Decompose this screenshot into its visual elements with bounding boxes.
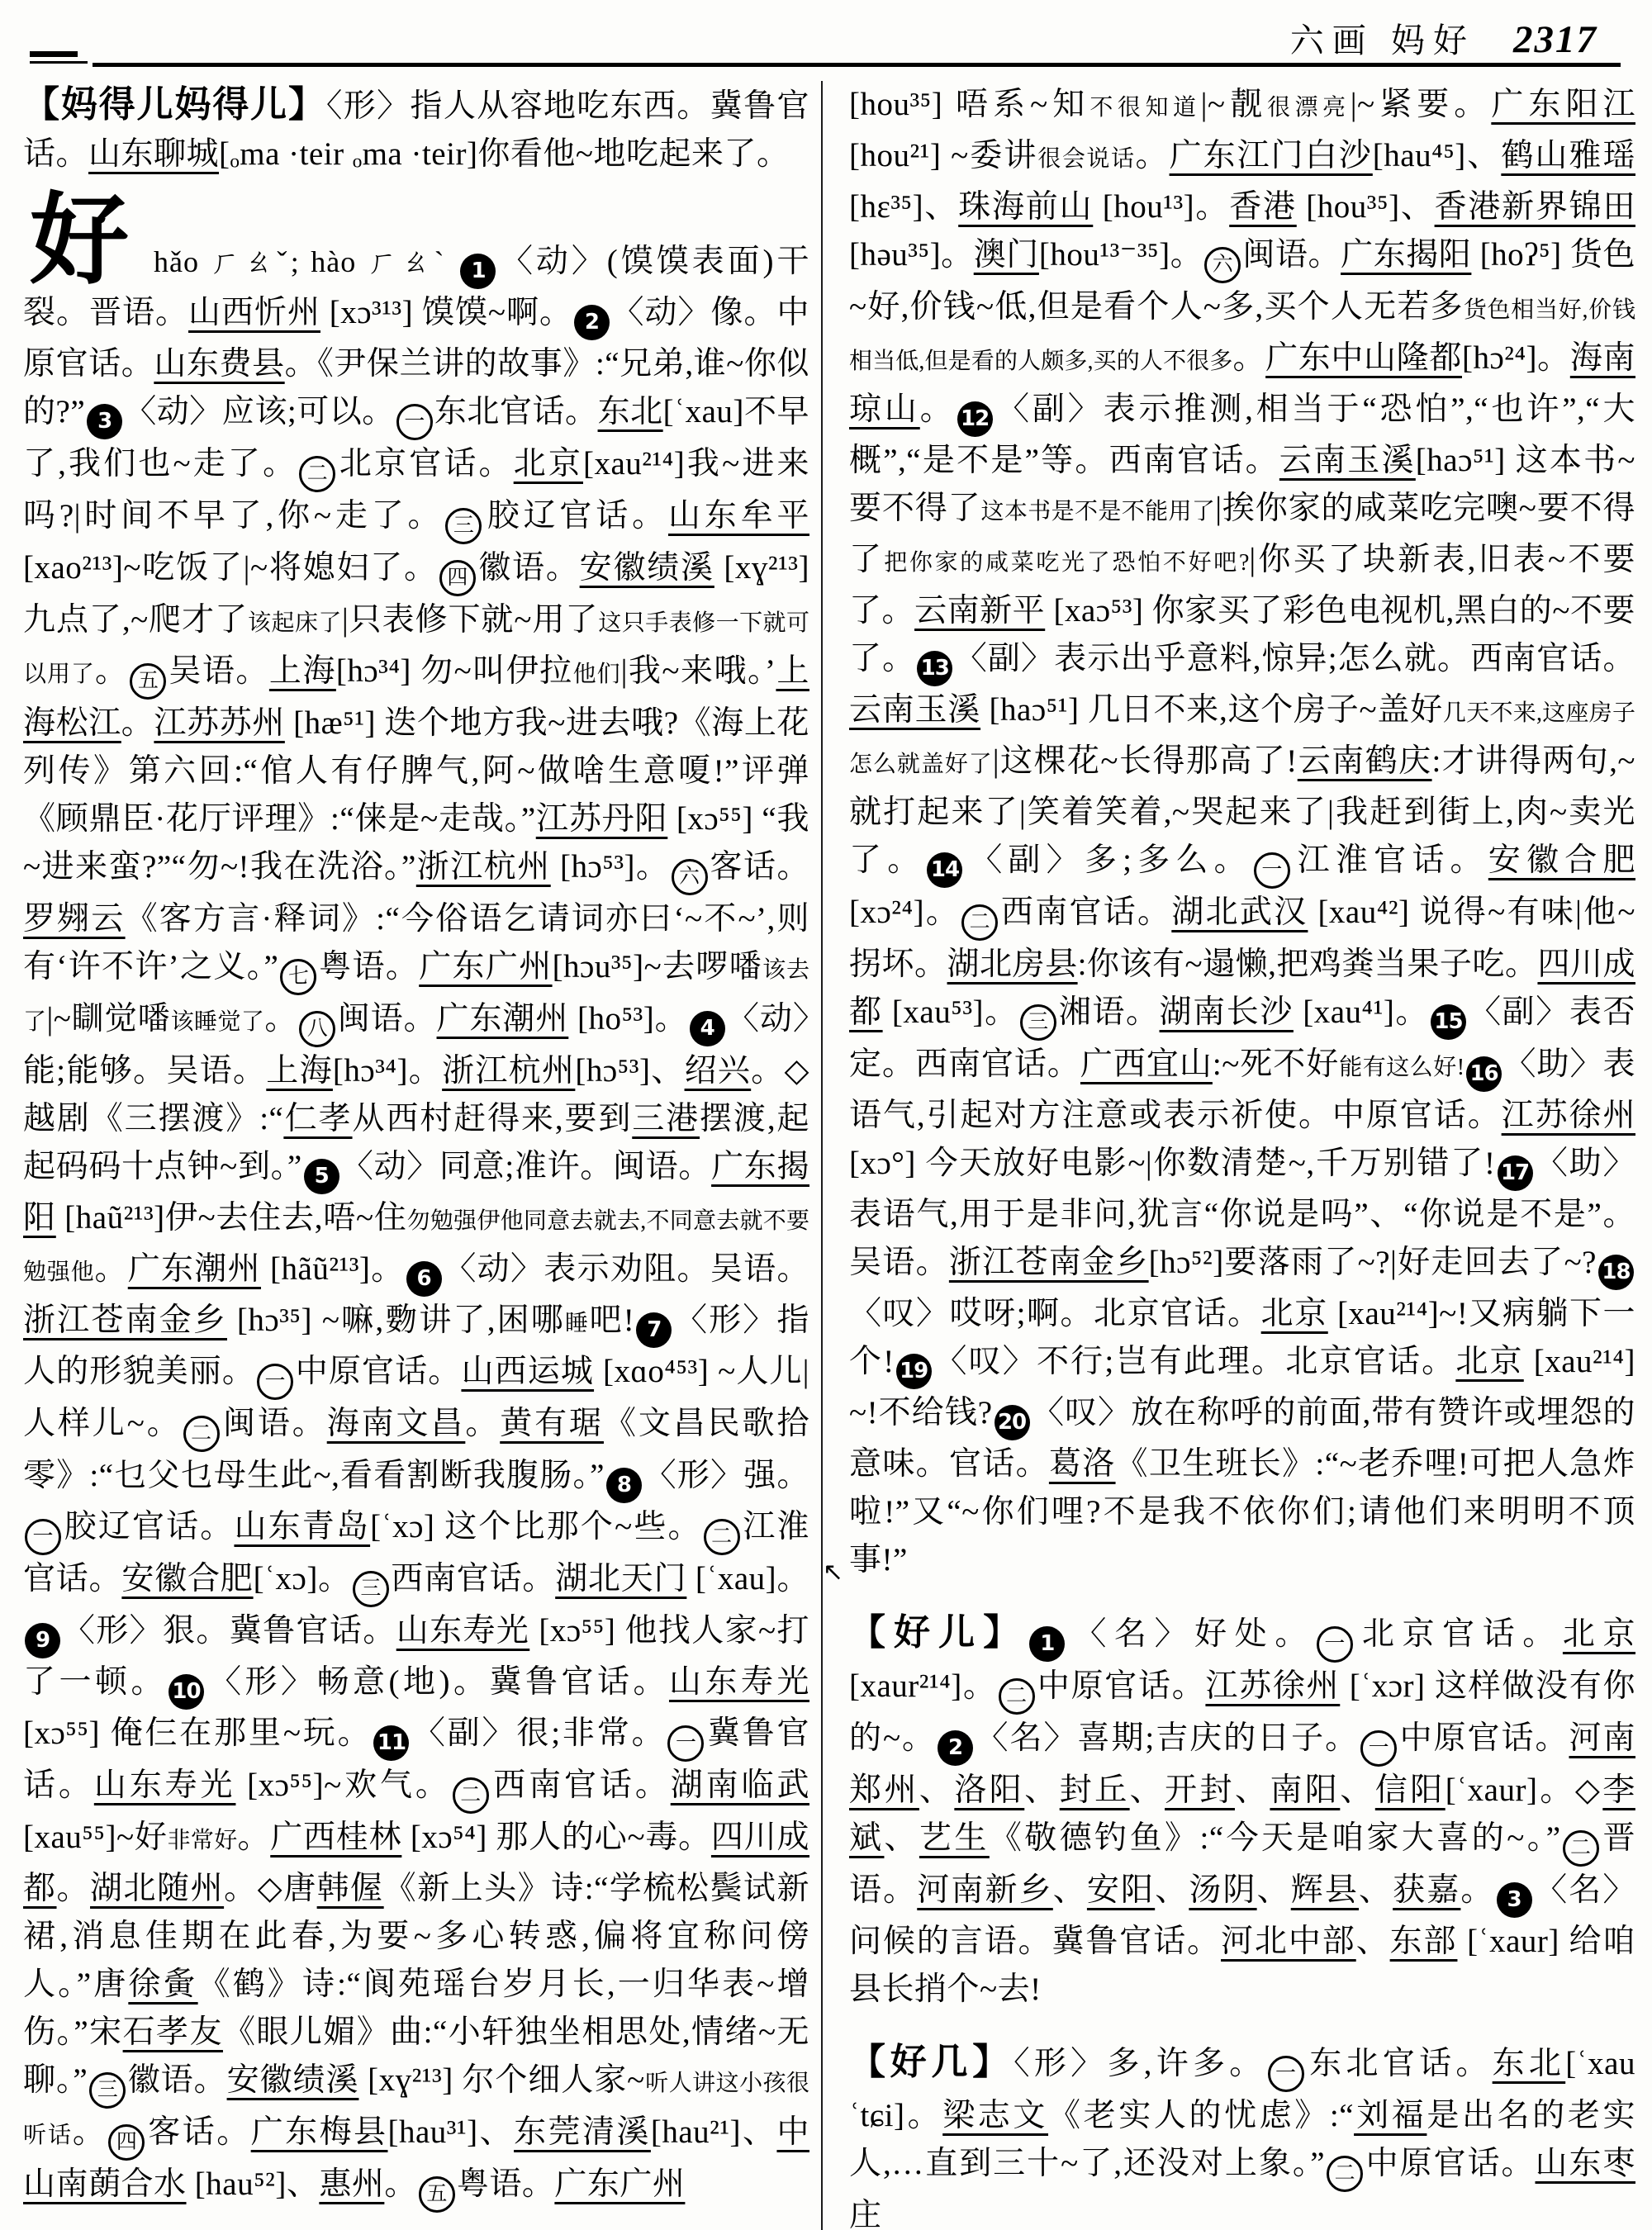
proper-noun: 云南新平 xyxy=(914,593,1046,629)
sense-number: 7 xyxy=(636,1312,672,1348)
proper-noun: 东莞清溪 xyxy=(514,2114,651,2150)
sense-number: 20 xyxy=(995,1405,1030,1440)
margin-arrow-mark: ↖ xyxy=(823,1558,844,1587)
proper-noun: 广东潮州 xyxy=(127,1251,261,1287)
proper-noun: 韩偓 xyxy=(316,1871,384,1906)
sense-number: 17 xyxy=(1498,1155,1533,1191)
proper-noun: 上海 xyxy=(266,1053,333,1089)
proper-noun: 石孝友 xyxy=(122,2014,223,2050)
proper-noun: 广西桂林 xyxy=(270,1820,402,1855)
proper-noun: 罗翙云 xyxy=(23,901,126,937)
proper-noun: 云南玉溪 xyxy=(849,692,981,728)
subsense-number: 三 xyxy=(445,508,482,544)
proper-noun: 艺生 xyxy=(919,1820,990,1856)
proper-noun: 湖北随州 xyxy=(90,1871,225,1906)
proper-noun: 信阳 xyxy=(1374,1772,1446,1808)
proper-noun: 南阳 xyxy=(1270,1772,1341,1808)
proper-noun: 三港 xyxy=(632,1101,700,1136)
sense-number: 16 xyxy=(1466,1056,1502,1092)
proper-noun: 香港 xyxy=(1229,189,1297,225)
proper-noun: 东北 xyxy=(597,394,663,429)
entry-headword: 【好几】 xyxy=(849,2042,1014,2082)
gloss-note: 该睡觉了 xyxy=(170,1009,265,1035)
gloss-note: 他们 xyxy=(572,662,621,687)
proper-noun: 北京 xyxy=(513,446,583,482)
subsense-number: 一 xyxy=(667,1725,704,1762)
subsense-number: 八 xyxy=(299,1011,335,1047)
proper-noun: 安徽合肥 xyxy=(121,1561,254,1597)
proper-noun: 北京 xyxy=(1455,1344,1524,1379)
sense-number: 2 xyxy=(938,1730,973,1766)
proper-noun: 辉县 xyxy=(1290,1872,1359,1908)
proper-noun: 四川成都 xyxy=(23,1820,809,1906)
proper-noun: 河南郑州 xyxy=(849,1720,1635,1808)
subsense-number: 四 xyxy=(439,560,476,596)
page-number: 2317 xyxy=(1513,18,1597,61)
entry-headword: 【妈得儿妈得儿】 xyxy=(23,84,326,125)
proper-noun: 海南琼山 xyxy=(849,340,1635,427)
subsense-number: 二 xyxy=(183,1416,220,1452)
sense-number: 9 xyxy=(25,1623,60,1658)
proper-noun: 山东牟平 xyxy=(667,498,809,534)
sense-number: 2 xyxy=(574,305,610,340)
subsense-number: 一 xyxy=(1254,852,1290,889)
sense-number: 1 xyxy=(460,254,496,289)
sense-number: 13 xyxy=(917,651,952,686)
header-section-words xyxy=(1290,21,1475,59)
proper-noun: 江苏徐州 xyxy=(1501,1098,1635,1133)
proper-noun: 江苏丹阳 xyxy=(535,801,668,837)
proper-noun: 浙江苍南金乡 xyxy=(23,1302,227,1338)
header-section: 六画 xyxy=(1289,21,1374,59)
right-column xyxy=(821,81,1635,2230)
sense-number: 11 xyxy=(373,1725,409,1761)
proper-noun: 惠州 xyxy=(319,2166,385,2202)
gloss-note: 这只手表修一下就可以用了 xyxy=(23,610,809,687)
sense-number: 18 xyxy=(1598,1255,1634,1290)
proper-noun: 湖北武汉 xyxy=(1171,894,1308,930)
sense-number: 4 xyxy=(690,1011,725,1046)
gloss-note: 把你家的咸菜吃光了恐怕不好吧? xyxy=(884,550,1250,576)
sense-number: 15 xyxy=(1431,1004,1466,1040)
subsense-number: 一 xyxy=(1317,1626,1353,1663)
gloss-note: 这本书是不是不能用了 xyxy=(980,499,1216,524)
sense-number: 12 xyxy=(957,401,993,437)
proper-noun: 东北 xyxy=(1492,2046,1566,2081)
proper-noun: 珠海前山 xyxy=(958,189,1094,225)
proper-noun: 徐夤 xyxy=(128,1967,198,2002)
entry-body: 〈形〉指人从容地吃东西。冀鲁官话。山东聊城[ₒma ·teir ₒma ·teir]你看他~地吃起来了。 xyxy=(23,88,809,172)
entry-haoji xyxy=(849,2038,1635,2230)
proper-noun: 山东寿光 xyxy=(396,1613,530,1649)
entry-hao xyxy=(23,186,809,2213)
proper-noun: 山东寿光 xyxy=(668,1664,809,1700)
proper-noun: 山西运城 xyxy=(461,1354,595,1389)
gloss-note: 听人讲这小孩很听话 xyxy=(23,2071,809,2148)
entry-body: [hou³⁵] 唔系~知不很知道|~靓很漂亮|~紧要。广东阳江 [hou²¹] ~委讲很会说话。广东江门白沙[hau⁴⁵]、鹤山雅瑶 [hɛ³⁵]、珠海前山 [hou¹³]。香港 [hou³⁵]、香港新界锦田[həu³⁵]。澳门[hou¹³⁻³⁵]。 六 闽语。广东揭阳 [hoʔ⁵] 货色~好,价钱~低,但是看个人~多,买个人无若多货色相当好,价钱相当低,但是看的人颇多,买的人不很多。广东中山隆都[hɔ²⁴]。海南琼山。 12 〈副〉表示推测,相当于“恐怕”,“也许”,“大概”,“是不是”等。西南官话。云南玉溪[haɔ⁵¹] 这本书~要不得了这本书是不是不能用了|挨你家的咸菜吃完噢~要不得了把你家的咸菜吃光了恐怕不好吧?|你买了块新表,旧表~不要了。云南新平 [xaɔ⁵³] 你家买了彩色电视机,黑白的~不要了。 13 〈副〉表示出乎意料,惊异;怎么就。西南官话。云南玉溪 [haɔ⁵¹] 几日不来,这个房子~盖好几天不来,这座房子怎么就盖好了|这棵花~长得那高了!云南鹤庆:才讲得两句,~就打起来了|笑着笑着,~哭起来了|我赶到街上,肉~卖光了。 14 〈副〉多;多么。 一 江淮官话。安徽合肥 [xɔ²⁴]。 二 西南官话。湖北武汉 [xau⁴²] 说得~有味|他~拐坏。湖北房县:你该有~遢懒,把鸡粪当果子吃。四川成都 [xau⁵³]。 三 湘语。湖南长沙 [xau⁴¹]。 15 〈副〉表否定。西南官话。广西宜山:~死不好能有这么好! 16 〈助〉表语气,引起对方注意或表示祈使。中原官话。江苏徐州 [xɔ°] 今天放好电影~|你数清楚~,千万别错了! 17 〈助〉表语气,用于是非问,犹言“你说是吗”、“你说是不是”。吴语。浙江苍南金乡[hɔ⁵²]要落雨了~?|好走回去了~? 18〈叹〉哎呀;啊。北京官话。北京 [xau²¹⁴]~!又病躺下一个! 19 〈叹〉不行;岂有此理。北京官话。北京 [xau²¹⁴] ~!不给钱? 20 〈叹〉放在称呼的前面,带有赞许或埋怨的意味。官话。葛洛《卫生班长》:“~老乔哩!可把人急炸啦!”又“~你们哩?不是我不依你们;请他们来明明不顶事!” xyxy=(849,87,1635,1578)
proper-noun: 北京 xyxy=(1562,1616,1635,1652)
proper-noun: 湖南临武 xyxy=(670,1767,809,1803)
proper-noun: 海南文昌 xyxy=(326,1406,466,1441)
proper-noun: 上海松江 xyxy=(23,653,809,741)
sense-number: 8 xyxy=(606,1468,642,1503)
subsense-number: 一 xyxy=(25,1519,61,1555)
proper-noun: 香港新界锦田 xyxy=(1434,189,1635,225)
headword-character: 好 xyxy=(30,186,130,296)
subsense-number: 一 xyxy=(396,404,433,440)
entry-madeer-madeer xyxy=(23,81,809,178)
sense-number: 5 xyxy=(304,1159,339,1194)
proper-noun: 获嘉 xyxy=(1393,1872,1461,1908)
proper-noun: 湖南长沙 xyxy=(1159,994,1294,1030)
proper-noun: 浙江苍南金乡 xyxy=(948,1245,1149,1280)
proper-noun: 李斌 xyxy=(849,1772,1635,1856)
sense-number: 1 xyxy=(1029,1626,1065,1662)
subsense-number: 二 xyxy=(1563,1830,1599,1867)
proper-noun: 四川成都 xyxy=(849,947,1635,1030)
proper-noun: 广东广州 xyxy=(419,949,553,985)
proper-noun: 广东广州 xyxy=(554,2166,686,2202)
gloss-note: 货色相当好,价钱相当低,但是看的人颇多,买的人不很多 xyxy=(849,297,1635,374)
proper-noun: 湖北房县 xyxy=(947,947,1078,982)
entry-haor xyxy=(849,1609,1635,2014)
proper-noun: 河南新乡 xyxy=(917,1872,1053,1908)
subsense-number: 三 xyxy=(353,1571,389,1607)
gloss-note: 很漂亮 xyxy=(1267,95,1351,121)
sense-number: 3 xyxy=(1497,1882,1532,1918)
proper-noun: 湖北天门 xyxy=(555,1561,687,1597)
proper-noun: 广东揭阳 xyxy=(1341,237,1472,273)
page-header xyxy=(0,13,1597,62)
proper-noun: 浙江杭州 xyxy=(442,1053,576,1089)
subsense-number: 七 xyxy=(280,959,316,995)
proper-noun: 安阳 xyxy=(1086,1872,1156,1908)
proper-noun: 山西忻州 xyxy=(188,295,320,330)
gloss-note: 非常好 xyxy=(167,1828,238,1853)
subsense-number: 一 xyxy=(257,1364,293,1400)
proper-noun: 河北中部 xyxy=(1221,1924,1356,1959)
pinyin-zhuyin: hǎo ㄏㄠˇ; hào ㄏㄠˋ xyxy=(154,245,459,278)
proper-noun: 仁孝 xyxy=(283,1101,353,1136)
subsense-number: 二 xyxy=(961,904,998,941)
entry-headword: 【好儿】 xyxy=(849,1612,1028,1653)
subsense-number: 六 xyxy=(1204,247,1241,283)
subsense-number: 一 xyxy=(1268,2056,1304,2092)
proper-noun: 安徽绩溪 xyxy=(226,2062,359,2098)
proper-noun: 中山南蓢合水 xyxy=(23,2114,809,2202)
subsense-number: 二 xyxy=(704,1519,740,1555)
proper-noun: 洛阳 xyxy=(954,1772,1025,1808)
proper-noun: 黄有琚 xyxy=(500,1406,604,1441)
subsense-number: 一 xyxy=(1360,1730,1397,1767)
proper-noun: 鹤山雅瑶 xyxy=(1501,138,1635,173)
gloss-note: 睡 xyxy=(564,1311,590,1336)
subsense-number: 二 xyxy=(299,456,335,492)
entry-body: 1 〈名〉好处。 一 北京官话。北京 [xaur²¹⁴]。 二 中原官话。江苏徐州 [ʿxɔr] 这样做没有你的~。 2 〈名〉喜期;吉庆的日子。 一 中原官话。河南郑州、洛阳、封丘、开封、南阳、信阳[ʿxaur]。◇李斌、艺生《敬德钓鱼》:“今天是咱家大喜的~。” 二 晋语。河南新乡、安阳、汤阴、辉县、获嘉。 3 〈名〉问候的言语。冀鲁官话。河北中部、东部 [ʿxaur] 给咱县长捎个~去! xyxy=(849,1616,1635,2007)
proper-noun: 刘福 xyxy=(1354,2098,1427,2133)
sense-number: 19 xyxy=(896,1354,932,1389)
proper-noun: 广东潮州 xyxy=(436,1001,569,1037)
proper-noun: 开封 xyxy=(1165,1772,1235,1808)
proper-noun: 广东揭阳 xyxy=(23,1149,809,1236)
proper-noun: 广东阳江 xyxy=(1491,87,1635,122)
left-column xyxy=(23,81,821,2230)
proper-noun: 绍兴 xyxy=(684,1053,752,1089)
sense-number: 3 xyxy=(87,404,122,439)
gloss-note: 该起床了 xyxy=(248,610,342,636)
proper-noun: 葛洛 xyxy=(1048,1446,1116,1482)
entry-body: 〈形〉多,许多。 一 东北官话。东北[ʿxau ʿtɕi]。梁志文《老实人的忧虑》:“刘福是出名的老实人,…直到三十~了,还没对上象。” 二 中原官话。山东枣庄 xyxy=(849,2046,1635,2230)
subsense-number: 五 xyxy=(419,2176,455,2213)
subsense-number: 二 xyxy=(1327,2156,1363,2192)
proper-noun: 山东枣庄 xyxy=(849,2146,1635,2230)
proper-noun: 山东青岛 xyxy=(234,1509,371,1544)
proper-noun: 东部 xyxy=(1389,1924,1458,1959)
header-rule xyxy=(93,63,1621,67)
entry-body: 1 〈动〉(馍馍表面)干裂。晋语。山西忻州 [xɔ³¹³] 馍馍~啊。 2 〈动〉像。中原官话。山东费县。《尹保兰讲的故事》:“兄弟,谁~你似的?” 3 〈动〉应该;可以。 一 东北官话。东北[ʿxau]不早了,我们也~走了。 二 北京官话。北京[xau²¹⁴]我~进来吗?|时间不早了,你~走了。 三 胶辽官话。山东牟平 [xao²¹³]~吃饭了|~将媳妇了。 四 徽语。安徽绩溪 [xɣ²¹³]九点了,~爬才了该起床了|只表修下就~用了这只手表修一下就可以用了。 五 吴语。上海[hɔ³⁴] 勿~叫伊拉他们|我~来哦。’上海松江。江苏苏州 [hæ⁵¹] 迭个地方我~进去哦?《海上花列传》第六回:“倌人有仔脾气,阿~做啥生意嗄!”评弹《顾鼎臣·花厅评理》:“俫是~走哉。”江苏丹阳 [xɔ⁵⁵] “我~进来蛮?”“勿~!我在洗浴。”浙江杭州 [hɔ⁵³]。 六 客话。罗翙云《客方言·释词》:“今俗语乞请词亦曰‘~不~’,则有‘许不许’之义。” 七 粤语。广东广州[hɔu³⁵]~去啰噃该去了|~瞓觉噃该睡觉了。 八 闽语。广东潮州 [ho⁵³]。 4 〈动〉能;能够。吴语。上海[hɔ³⁴]。浙江杭州[hɔ⁵³]、绍兴。◇越剧《三摆渡》:“仁孝从西村赶得来,要到三港摆渡,起起码码十点钟~到。” 5 〈动〉同意;准许。闽语。广东揭阳 [haũ²¹³]伊~去住去,唔~住勿勉强伊他同意去就去,不同意去就不要勉强他。广东潮州 [hãũ²¹³]。 6 〈动〉表示劝阻。吴语。浙江苍南金乡 [hɔ³⁵] ~嘛,覅讲了,困哪睡吧! 7 〈形〉指人的形貌美丽。 一 中原官话。山西运城 [xɑo⁴⁵³] ~人儿|人样儿~。 二 闽语。海南文昌。黄有琚《文昌民歌拾零》:“乜父乜母生此~,看看割断我腹肠。” 8 〈形〉强。一 胶辽官话。山东青岛[ʿxɔ] 这个比那个~些。 二 江淮官话。安徽合肥[ʿxɔ]。 三 西南官话。湖北天门 [ʿxau]。9 〈形〉狠。冀鲁官话。山东寿光 [xɔ⁵⁵] 他找人家~打了一顿。 10 〈形〉畅意(地)。冀鲁官话。山东寿光 [xɔ⁵⁵] 俺仨在那里~玩。 11 〈副〉很;非常。 一 冀鲁官话。山东寿光 [xɔ⁵⁵]~欢气。 二 西南官话。湖南临武[xau⁵⁵]~好非常好。广西桂林 [xɔ⁵⁴] 那人的心~毒。四川成都。湖北随州。◇唐韩偓《新上头》诗:“学梳松鬓试新裙,消息佳期在此春,为要~多心转惑,偏将宜称问傍人。”唐徐夤《鹤》诗:“阆苑瑶台岁月长,一归华表~增伤。”宋石孝友《眼儿媚》曲:“小轩独坐相思处,情绪~无聊。” 三 徽语。安徽绩溪 [xɣ²¹³] 尔个细人家~听人讲这小孩很听话。 四 客话。广东梅县[hau³¹]、东莞清溪[hau²¹]、中山南蓢合水 [hau⁵²]、惠州。 五 粤语。广东广州 xyxy=(23,244,809,2202)
gloss-note: 很会说话 xyxy=(1037,146,1136,172)
subsense-number: 三 xyxy=(1020,1004,1056,1041)
proper-noun: 广东中山隆都 xyxy=(1265,340,1462,376)
gloss-note: 他同意去就去,不同意去就不要勉强他 xyxy=(23,1208,809,1285)
gloss-note: 几天不来,这座房子怎么就盖好了 xyxy=(849,700,1635,777)
proper-noun: 封丘 xyxy=(1059,1772,1130,1808)
sense-number: 14 xyxy=(927,852,962,888)
proper-noun: 梁志文 xyxy=(942,2098,1049,2133)
proper-noun: 浙江杭州 xyxy=(415,849,551,885)
margin-tick-mark xyxy=(30,51,78,57)
proper-noun: 安徽合肥 xyxy=(1488,842,1635,878)
proper-noun: 广西宜山 xyxy=(1080,1046,1213,1082)
sense-number: 10 xyxy=(169,1674,204,1710)
text-columns xyxy=(23,81,1635,2230)
margin-tick-mark-2 xyxy=(30,61,88,64)
proper-noun: 北京 xyxy=(1260,1296,1328,1331)
sense-number: 6 xyxy=(406,1261,442,1297)
proper-noun: 山东聊城 xyxy=(88,136,220,172)
proper-noun: 江苏徐州 xyxy=(1205,1668,1341,1704)
entry-hao-continuation xyxy=(849,81,1635,1584)
proper-noun: 江苏苏州 xyxy=(154,705,285,741)
gloss-note: 勿勉强伊 xyxy=(406,1208,501,1234)
gloss-note: 能有这么好! xyxy=(1339,1055,1465,1080)
header-guide-words: 妈好 xyxy=(1391,21,1475,59)
proper-noun: 广东江门白沙 xyxy=(1169,138,1373,173)
gloss-note: 该去了 xyxy=(23,957,809,1035)
proper-noun: 澳门 xyxy=(973,237,1039,273)
proper-noun: 广东梅县 xyxy=(250,2114,388,2150)
proper-noun: 云南鹤庆 xyxy=(1297,743,1432,779)
proper-noun: 山东寿光 xyxy=(93,1767,236,1803)
proper-noun: 云南玉溪 xyxy=(1279,443,1416,478)
subsense-number: 六 xyxy=(672,859,708,895)
proper-noun: 安徽绩溪 xyxy=(579,550,714,586)
proper-noun: 汤阴 xyxy=(1189,1872,1257,1908)
subsense-number: 二 xyxy=(453,1777,489,1814)
proper-noun: 山东费县 xyxy=(154,346,285,382)
gloss-note: 不很知道 xyxy=(1089,95,1201,121)
proper-noun: 上海 xyxy=(268,653,336,689)
subsense-number: 五 xyxy=(130,663,166,700)
subsense-number: 三 xyxy=(89,2072,126,2109)
subsense-number: 二 xyxy=(999,1678,1035,1715)
subsense-number: 四 xyxy=(108,2124,145,2161)
